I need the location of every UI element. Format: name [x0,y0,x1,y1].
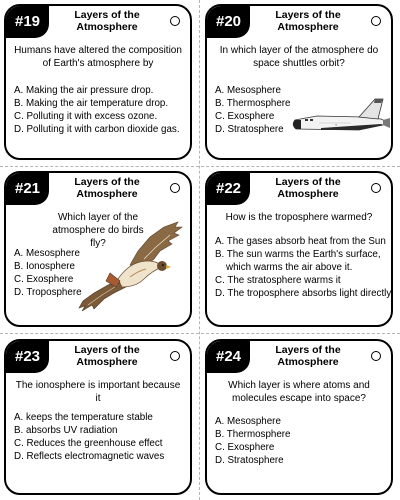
question-text: Which layer of the atmosphere do birds fly? [52,212,144,249]
answer-options [14,411,186,463]
card-title: Layers of the Atmosphere [275,9,341,33]
answer-option: C. Reduces the greenhouse effect [14,438,163,449]
answer-option: C. Exosphere [215,442,275,453]
answer-option: D. The troposphere absorbs light directly [215,288,392,299]
answer-option: A. keeps the temperature stable [14,412,153,423]
question-text: In which layer of the atmosphere do space shuttles orbit? [219,45,379,69]
task-card-22 [205,171,393,327]
question-text: How is the troposphere warmed? [225,212,373,223]
card-title: Layers of the Atmosphere [74,344,140,368]
answer-option: A. Making the air pressure drop. [14,85,154,96]
card-number: #23 [6,341,49,373]
task-card-19 [4,4,192,160]
answer-options [215,415,387,467]
answer-option: B. Thermosphere [215,429,291,440]
answer-options [215,235,392,300]
answer-option: D. Stratosphere [215,124,284,135]
card-number: #21 [6,173,49,205]
punch-hole-icon [371,351,381,361]
task-card-21 [4,171,192,327]
svg-text:≡: ≡ [335,123,338,127]
card-title: Layers of the Atmosphere [74,176,140,200]
question-text: Which layer is where atoms and molecules escape into space? [228,380,370,404]
answer-option: A. Mesosphere [215,85,281,96]
punch-hole-icon [170,183,180,193]
punch-hole-icon [170,351,180,361]
horizontal-cut-line [0,166,400,167]
answer-option: D. Reflects electromagnetic waves [14,451,165,462]
answer-option: C. Exosphere [215,111,275,122]
vertical-cut-line [199,0,200,500]
card-title: Layers of the Atmosphere [74,9,140,33]
answer-option: C. Polluting it with excess ozone. [14,111,158,122]
answer-option: B. Thermosphere [215,98,291,109]
card-number: #19 [6,6,49,38]
card-number: #24 [207,341,250,373]
punch-hole-icon [371,183,381,193]
answer-option: C. Exosphere [14,274,74,285]
answer-option: D. Polluting it with carbon dioxide gas. [14,124,180,135]
question-text: Humans have altered the composition of Earth's atmosphere by [14,45,182,69]
question-text: The ionosphere is important because it [15,380,181,404]
answer-option: B. Making the air temperature drop. [14,98,169,109]
punch-hole-icon [170,16,180,26]
task-card-20 [205,4,393,160]
card-number: #22 [207,173,250,205]
answer-option: B. The sun warms the Earth's surface, which warms the air above it. [215,249,381,273]
answer-option: B. Ionosphere [14,261,76,272]
punch-hole-icon [371,16,381,26]
card-title: Layers of the Atmosphere [275,176,341,200]
horizontal-cut-line [0,333,400,334]
task-card-24 [205,339,393,495]
answer-option: B. absorbs UV radiation [14,425,118,436]
space-shuttle-image [291,94,391,136]
card-number: #20 [207,6,250,38]
hawk-image [78,221,184,313]
answer-option: C. The stratosphere warms it [215,275,341,286]
answer-option: D. Stratosphere [215,455,284,466]
answer-option: A. The gases absorb heat from the Sun [215,236,386,247]
task-card-23 [4,339,192,495]
card-title: Layers of the Atmosphere [275,344,341,368]
answer-options [14,84,186,136]
answer-option: A. Mesosphere [215,416,281,427]
answer-option: A. Mesosphere [14,248,80,259]
answer-option: D. Troposphere [14,287,82,298]
